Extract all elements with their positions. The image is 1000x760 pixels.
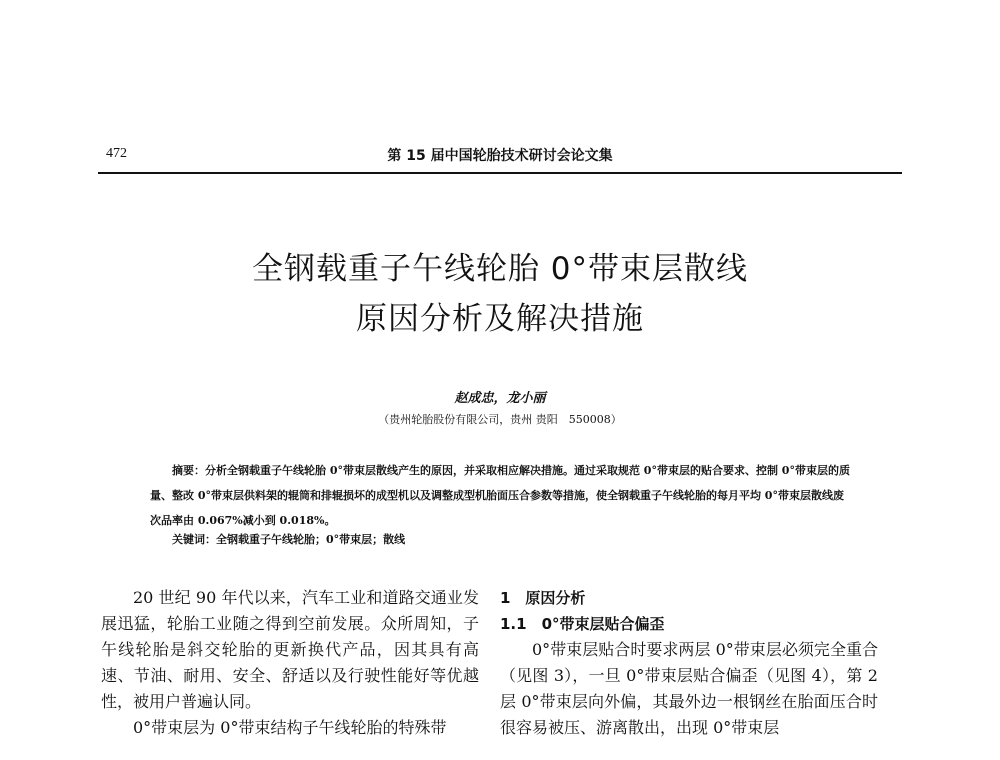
left-paragraph-1: 20 世纪 90 年代以来，汽车工业和道路交通业发展迅猛，轮胎工业随之得到空前发展。众所周知，子午线轮胎是斜交轮胎的更新换代产品，因其具有高速、节油、耐用、安全、舒适以及行驶性能好等优越性，被用户普遍认同。 (101, 588, 479, 711)
keywords: 关键词：全钢载重子午线轮胎；0°带束层；散线 (172, 533, 406, 546)
header-rule (98, 172, 902, 174)
page-number: 472 (106, 146, 127, 161)
right-column (500, 585, 878, 741)
running-title: 第 15 届中国轮胎技术研讨会论文集 (387, 148, 613, 164)
right-paragraph-1: 0°带束层贴合时要求两层 0°带束层必须完全重合（见图 3），一旦 0°带束层贴合偏歪（见图 4），第 2 层 0°带束层向外偏，其最外边一根钢丝在胎面压合时很容易被压、游离散出，出现 0°带束层 (500, 640, 878, 737)
authors: 赵成忠，龙小丽 (454, 391, 546, 406)
left-paragraph-2: 0°带束层为 0°带束结构子午线轮胎的特殊带 (133, 718, 447, 737)
title-line-2: 原因分析及解决措施 (356, 301, 644, 337)
abstract (150, 458, 850, 533)
abstract-text: 摘要：分析全钢载重子午线轮胎 0°带束层散线产生的原因，并采取相应解决措施。通过采取规范 0°带束层的贴合要求、控制 0°带束层的质量、整改 0°带束层供料架的辊筒和排辊损坏的成型机以及调整成型机胎面压合参数等措施，使全钢载重子午线轮胎的每月平均 0°带束层散线废次品率由 0.067%减小到 0.018%。 (150, 464, 850, 527)
left-column (101, 585, 479, 741)
affiliation: （贵州轮胎股份有限公司，贵州 贵阳 550008） (378, 413, 622, 426)
section-heading-1: 1 原因分析 (500, 589, 586, 607)
paper-title (0, 244, 1000, 344)
section-heading-1-1: 1.1 0°带束层贴合偏歪 (500, 615, 665, 633)
title-line-1: 全钢载重子午线轮胎 0°带束层散线 (251, 251, 749, 287)
